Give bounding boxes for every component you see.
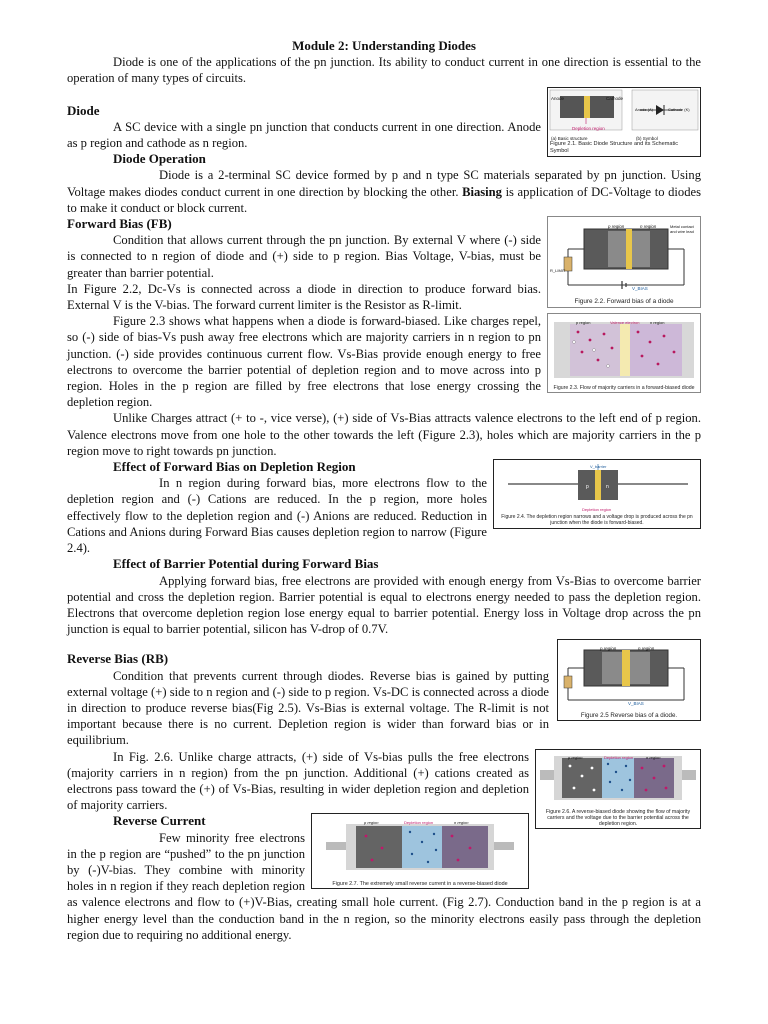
f25-n-region-label: n region xyxy=(638,646,655,652)
figure-2-4 xyxy=(493,459,701,529)
f21-a-label: (a) Basic structure xyxy=(551,135,588,141)
forward-bias-p4: Unlike Charges attract (+ to -, vice verse), (+) side of Vs-Bias attracts valence electrons to the left end of p region. Valence electrons move from one hole to the other towards the left (Figure 2.3), holes which are majority carriers in the p region move to right towards pn junction. xyxy=(67,411,701,458)
figure-2-7 xyxy=(311,813,529,889)
svg-text:n: n xyxy=(606,484,609,491)
f22-p-region-label: p region xyxy=(608,224,625,230)
f22-metal-contact-label: Metal contact and wire lead xyxy=(670,224,694,234)
figure-2-2 xyxy=(547,216,701,308)
figure-2-3-caption: Figure 2.3. Flow of majority carriers in a forward-biased diode xyxy=(553,384,695,391)
figure-2-1-caption: Figure 2.1. Basic Diode Structure and its Schematic Symbol xyxy=(550,141,679,155)
reverse-current-paragraph: Few minority free electrons in the p region are “pushed” to the pn junction by (-)V-bias. They combine with minority holes in n region if they reach depletion region as valence electrons and flow to (+)V-Bias, creating small hole current. (Fig 2.7). Conduction band in the p region is at a higher energy level than the conduction band in the n region, so the minority electrons easily pass through the depletion region due to requiring no additional energy. xyxy=(67,830,701,942)
page-title: Module 2: Understanding Diodes xyxy=(292,38,476,53)
reverse-bias-heading: Reverse Bias (RB) xyxy=(67,651,169,667)
f26-n-region-label: n region xyxy=(646,754,661,760)
f21-cathode-label: Cathode xyxy=(606,95,624,101)
f21-anode-a-label: Anode (A) xyxy=(635,106,654,112)
f27-p-region-label: p region xyxy=(364,820,379,826)
reverse-bias-p2: In Fig. 2.6. Unlike charge attracts, (+) side of Vs-bias pulls the free electrons (majority carriers in n region) from the pn junction. Additional (+) cations created as electrons pass toward the (+) of Vs-Bias, resulting in wider depletion region and depletion of majority carriers. xyxy=(67,749,529,813)
diode-paragraph: A SC device with a single pn junction that conducts current in one direction. Anode as p region and cathode as n region. xyxy=(67,119,541,151)
forward-depletion-effect-paragraph: In n region during forward bias, more electrons flow to the depletion region and (-) Cations are reduced. In the p region, more holes effectively flow to the depletion region and (-) Anions are reduced. Reduction in Cations and Anions during Forward Bias causes depletion region to narrow (Figure 2.4). xyxy=(67,476,487,556)
f21-b-label: (b) Symbol xyxy=(636,135,658,141)
f23-p-region-label: p region xyxy=(576,320,591,326)
f22-v-bias-label: V_BIAS xyxy=(632,286,648,292)
f21-cathode-k-label: Cathode (K) xyxy=(668,106,690,112)
f22-r-limit-label: R_LIMIT xyxy=(550,268,566,274)
diode-heading: Diode xyxy=(67,102,100,118)
forward-bias-p2: In Figure 2.2, Dc-Vs is connected across a diode in direction to produce forward bias. External V is the V-bias. The forward current limiter is the Resistor as R-limit. xyxy=(67,281,541,313)
figure-2-7-caption: Figure 2.7. The extremely small reverse current in a reverse-biased diode xyxy=(332,880,508,887)
figure-2-6-caption: Figure 2.6. A reverse-biased diode showing the flow of majority carriers and the voltage due to the barrier potential across the depletion region. xyxy=(545,808,691,827)
figure-2-4-caption: Figure 2.4. The depletion region narrows and a voltage drop is produced across the pn junction when the diode is forward-biased. xyxy=(501,514,693,527)
forward-bias-p3: Figure 2.3 shows what happens when a diode is forward-biased. Like charges repel, so (-) side of bias-Vs push away free electrons which are majority carriers in n region to pn junction. (-) side provides continuous current flow. Vs-Bias provide enough energy to free electrons to overcome the barrier potential of depletion region and to move across into p region. Holes in the p region are filled by free electrons that lose energy crossing the depletion region. xyxy=(67,314,541,410)
f23-n-region-label: n region xyxy=(650,320,665,326)
intro-paragraph: Diode is one of the applications of the pn junction. Its ability to conduct current in one direction is essential to the operation of many types of circuits. xyxy=(67,55,701,86)
f27-depletion-label: Depletion region xyxy=(404,820,434,826)
f26-depletion-label: Depletion region xyxy=(604,754,634,760)
barrier-potential-paragraph: Applying forward bias, free electrons are provided with enough energy from Vs-Bias to overcome barrier potential and cross the depletion region. Barrier potential is equal to electrons energy needed to pass the depletion region. Electrons that overcome depletion region lose energy equal to barrier potential. Energy loss in Voltage drop across the pn junction is equal to barrier potential, silicon has V-drop of 0.7V. xyxy=(67,573,701,637)
f23-valence-label: Valence electron xyxy=(610,320,640,326)
barrier-potential-heading: Effect of Barrier Potential during Forward Bias xyxy=(113,556,379,572)
f24-depletion-label: Depletion region xyxy=(582,507,612,513)
f21-depletion-label: Depletion region xyxy=(572,125,605,131)
figure-2-3 xyxy=(547,313,701,393)
f24-v-label: V_barrier xyxy=(590,464,607,470)
f22-n-region-label: n region xyxy=(640,224,657,230)
document-page xyxy=(67,38,701,943)
f25-v-bias-label: V_BIAS xyxy=(628,701,644,707)
reverse-current-heading: Reverse Current xyxy=(113,813,206,829)
forward-depletion-effect-heading: Effect of Forward Bias on Depletion Region xyxy=(113,459,356,475)
reverse-bias-p1: Condition that prevents current through diodes. Reverse bias is gained by putting external voltage (+) side to n region and (-) side to p region. Vs-DC is connected across a diode in direction to produce reverse bias(Fig 2.5). Vs-Bias is external voltage. The R-limit is not important because there is no current. Depletion region is wider than forward bias or in equilibrium. xyxy=(67,668,549,748)
forward-bias-p1: Condition that allows current through the pn junction. By external V where (-) side is connected to n region of diode and (+) side to p region. Bias Voltage, V-bias, must be greater than barrier potential. xyxy=(67,233,541,280)
figure-2-2-caption: Figure 2.2. Forward bias of a diode xyxy=(574,298,674,306)
figure-2-5 xyxy=(557,639,701,721)
diode-operation-heading: Diode Operation xyxy=(113,151,206,167)
f26-p-region-label: p region xyxy=(568,754,583,760)
f27-n-region-label: n region xyxy=(454,820,469,826)
f25-p-region-label: p region xyxy=(600,646,617,652)
svg-text:p: p xyxy=(586,484,589,491)
figure-2-1 xyxy=(547,87,701,157)
forward-bias-heading: Forward Bias (FB) xyxy=(67,216,172,232)
biasing-term: Biasing xyxy=(462,184,502,199)
figure-2-5-caption: Figure 2.5 Reverse bias of a diode. xyxy=(580,711,678,719)
diode-operation-paragraph: Diode is a 2-terminal SC device formed by p and n type SC materials separated by pn junction. Using Voltage makes diodes conduct current in one direction by blocking the other. Biasing is application of DC-Voltage to diodes to make it conduct or block current. xyxy=(67,168,701,215)
figure-2-6 xyxy=(535,749,701,829)
f21-anode-label: Anode xyxy=(551,95,565,101)
